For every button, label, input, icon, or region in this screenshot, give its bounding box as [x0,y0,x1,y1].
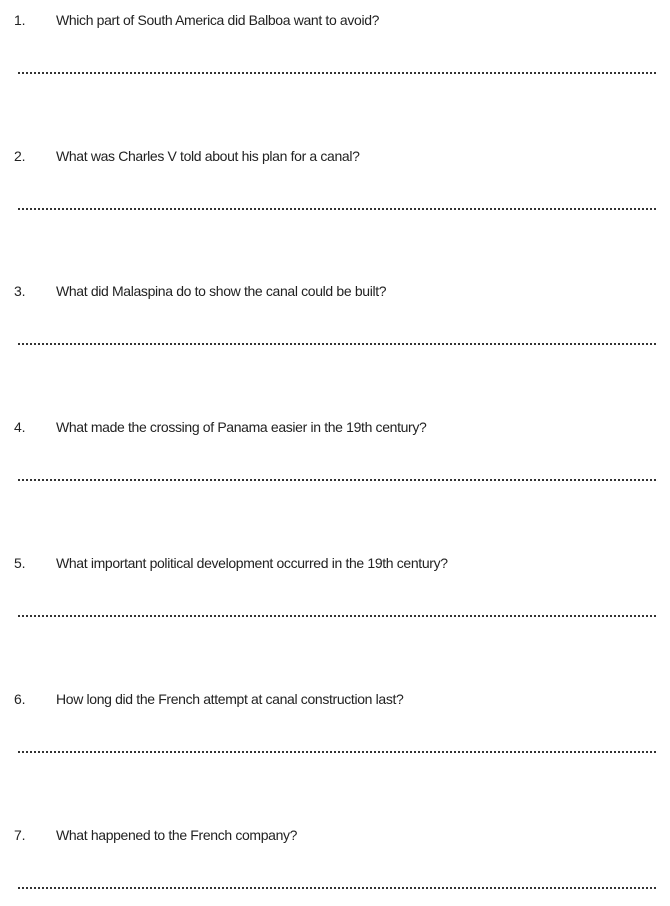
question-text: Which part of South America did Balboa want to avoid? [56,12,380,28]
question-number: 1. [14,12,26,28]
question-number: 5. [14,555,26,571]
question-1 [0,10,670,90]
answer-line[interactable] [18,751,656,753]
answer-line[interactable] [18,343,656,345]
question-number: 2. [14,148,26,164]
question-number: 4. [14,419,26,435]
question-3 [0,281,670,361]
question-text: What was Charles V told about his plan for a canal? [56,148,360,164]
question-5 [0,553,670,633]
answer-line[interactable] [18,72,656,74]
answer-line[interactable] [18,479,656,481]
question-text: What important political development occurred in the 19th century? [56,555,448,571]
question-text: What did Malaspina do to show the canal could be built? [56,283,387,299]
question-number: 6. [14,691,26,707]
question-text: How long did the French attempt at canal construction last? [56,691,404,707]
answer-line[interactable] [18,887,656,889]
question-6 [0,689,670,769]
answer-line[interactable] [18,208,656,210]
question-text: What made the crossing of Panama easier in the 19th century? [56,419,427,435]
question-number: 7. [14,827,26,843]
question-7 [0,825,670,905]
answer-line[interactable] [18,615,656,617]
question-4 [0,417,670,497]
question-number: 3. [14,283,26,299]
question-2 [0,146,670,226]
question-text: What happened to the French company? [56,827,298,843]
